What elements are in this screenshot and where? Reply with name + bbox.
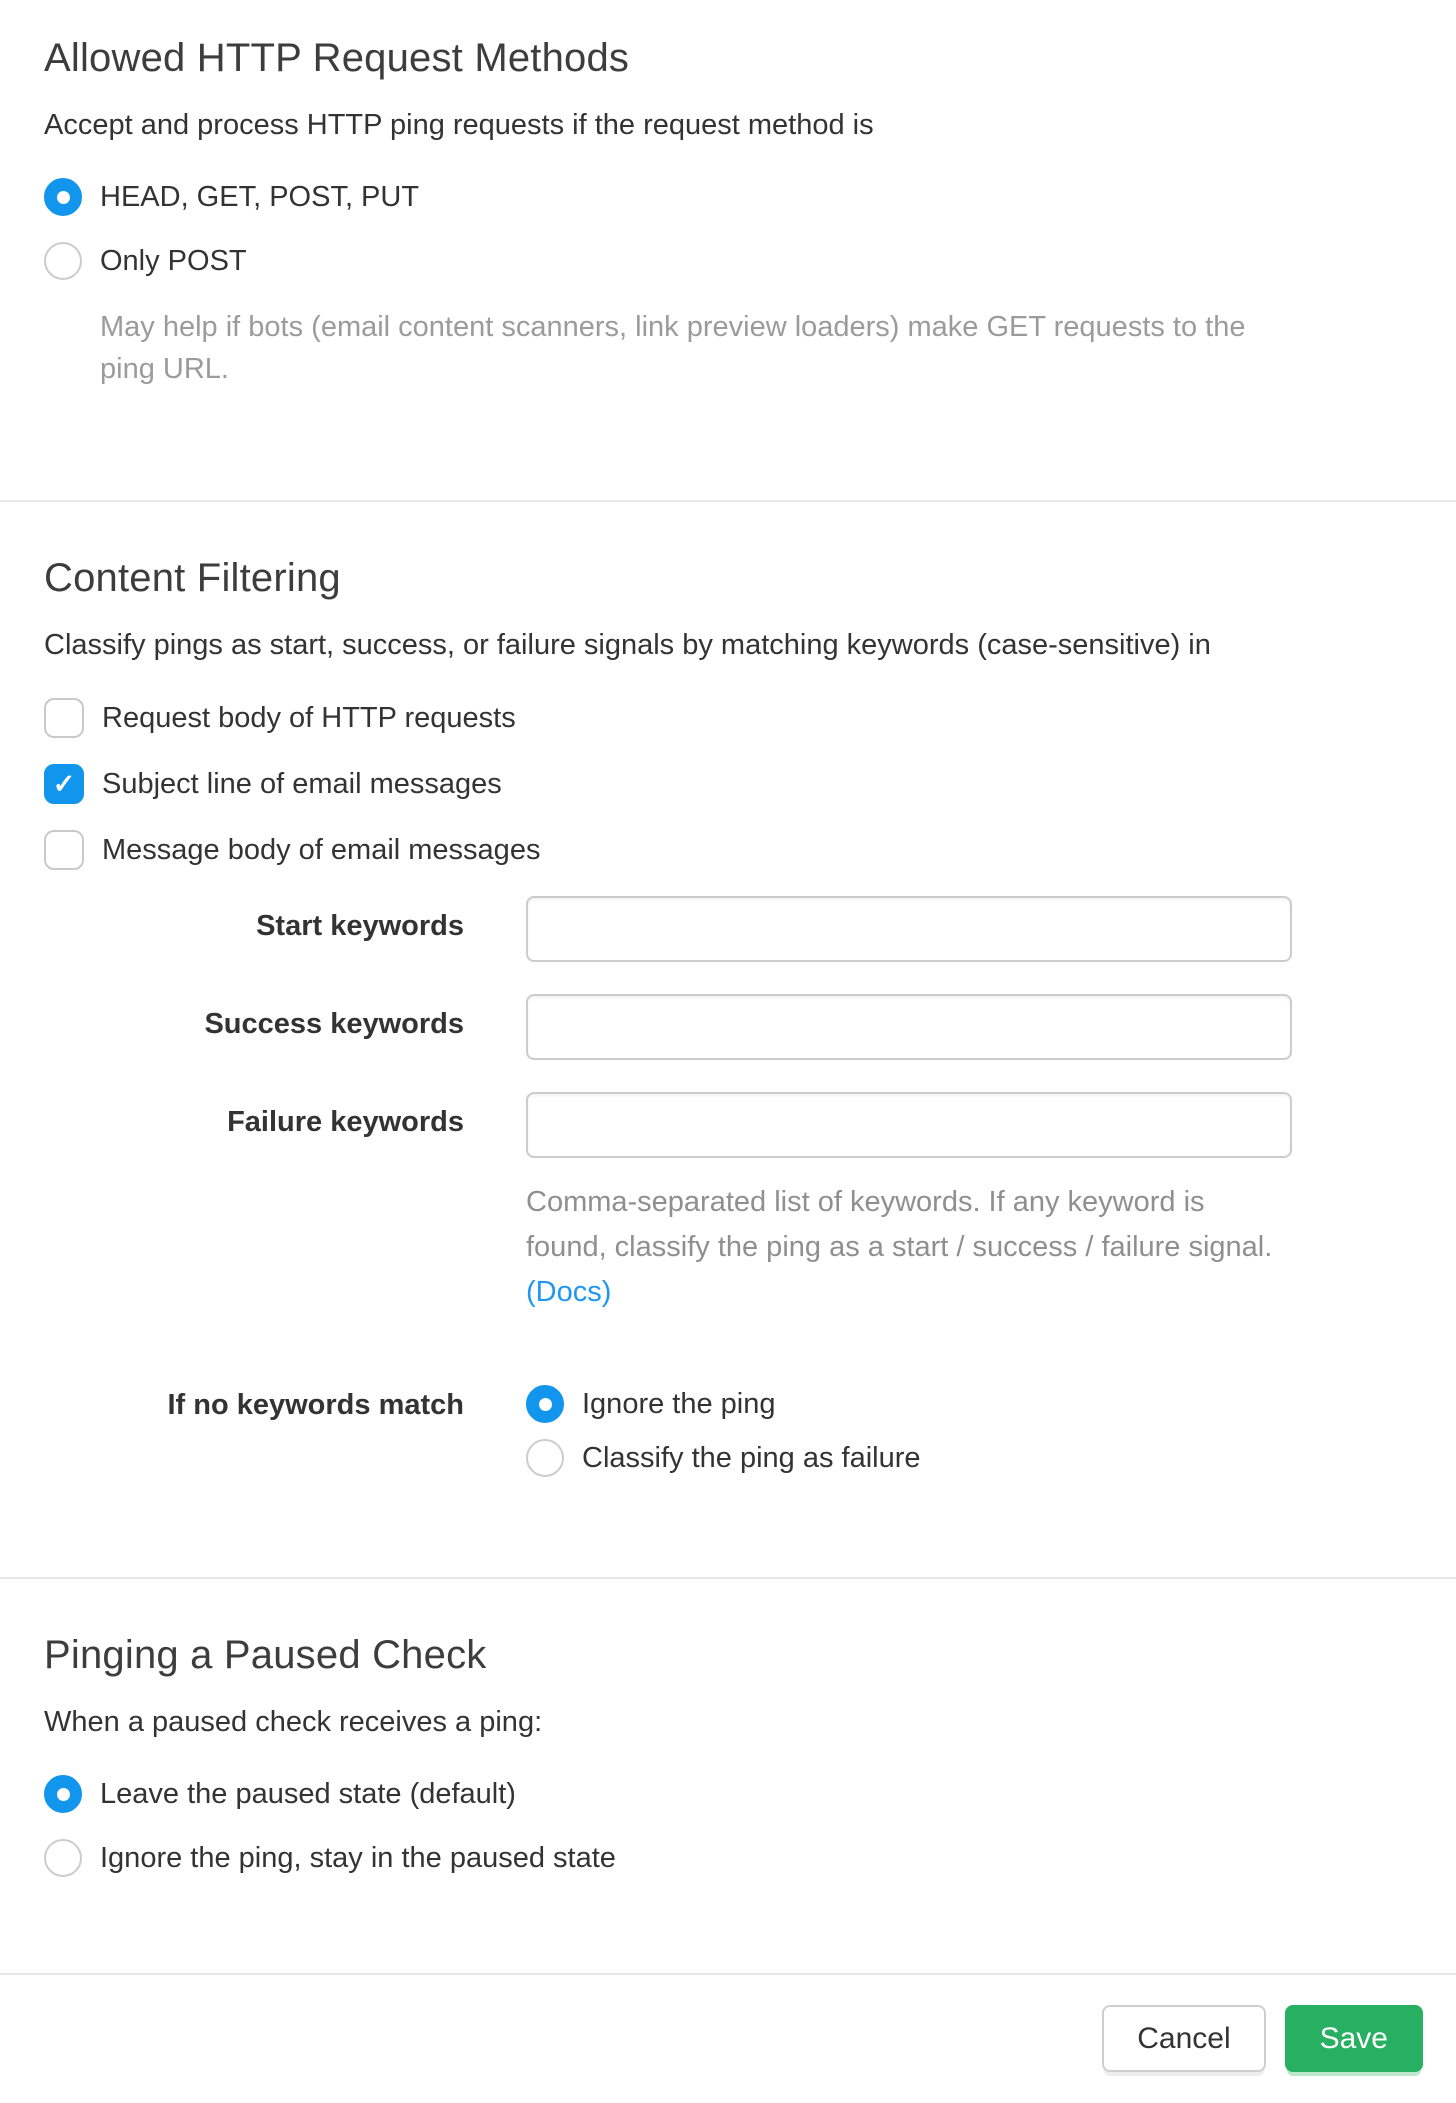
paused-check-description: When a paused check receives a ping: (44, 1706, 543, 1738)
form-control-cell (526, 1158, 1292, 1315)
success-keywords-input[interactable] (526, 994, 1292, 1060)
radio-option-label: HEAD, GET, POST, PUT (100, 180, 420, 213)
checkbox-unchecked-icon[interactable] (44, 698, 84, 738)
failure-keywords-label: Failure keywords (227, 1106, 464, 1138)
section-http-methods (0, 0, 1456, 500)
radio-option-label: Leave the paused state (default) (100, 1777, 516, 1810)
failure-keywords-input[interactable] (526, 1092, 1292, 1158)
start-keywords-input[interactable] (526, 896, 1292, 962)
no-keywords-match-label: If no keywords match (167, 1389, 464, 1421)
docs-link[interactable]: (Docs) (526, 1276, 612, 1308)
checkbox-unchecked-icon[interactable] (44, 830, 84, 870)
checkbox-label: Request body of HTTP requests (102, 701, 516, 734)
checkbox-request-body[interactable] (44, 698, 1412, 738)
start-keywords-label: Start keywords (256, 910, 464, 942)
keywords-help-body: Comma-separated list of keywords. If any keyword is found, classify the ping as a start / success / failure signal. (526, 1186, 1273, 1263)
radio-unselected-icon[interactable] (44, 242, 82, 280)
keywords-help-text (526, 1180, 1292, 1315)
save-button[interactable]: Save (1285, 2005, 1423, 2072)
radio-selected-icon[interactable] (44, 178, 82, 216)
checkbox-subject-line[interactable] (44, 764, 1412, 804)
success-keywords-label: Success keywords (204, 1008, 464, 1040)
section-title-paused-check: Pinging a Paused Check (44, 1633, 487, 1677)
radio-selected-icon[interactable] (44, 1775, 82, 1813)
radio-option-ignore-ping[interactable] (526, 1385, 1292, 1423)
section-title-content-filtering: Content Filtering (44, 556, 341, 600)
cancel-button[interactable]: Cancel (1102, 2005, 1265, 2072)
radio-option-label: Classify the ping as failure (582, 1441, 921, 1474)
form-control-cell (526, 1092, 1292, 1158)
radio-option-label: Only POST (100, 244, 247, 277)
radio-option-classify-failure[interactable] (526, 1439, 1292, 1477)
form-row-success-keywords (44, 994, 1412, 1060)
content-filtering-description: Classify pings as start, success, or failure signals by matching keywords (case-sensitive) in (44, 629, 1211, 661)
form-row-keywords-help (44, 1158, 1412, 1315)
radio-unselected-icon[interactable] (44, 1839, 82, 1877)
radio-option-label: Ignore the ping, stay in the paused state (100, 1841, 616, 1874)
radio-option-only-post[interactable] (44, 242, 1412, 280)
radio-option-leave-paused-state[interactable] (44, 1775, 1412, 1813)
empty-label-cell (44, 1158, 464, 1315)
radio-option-head-get-post-put[interactable] (44, 178, 1412, 216)
form-row-start-keywords (44, 896, 1412, 962)
checkbox-checked-icon[interactable] (44, 764, 84, 804)
footer-actions (0, 1975, 1456, 2103)
form-row-failure-keywords (44, 1092, 1412, 1158)
section-title-http-methods: Allowed HTTP Request Methods (44, 36, 630, 80)
checkbox-label: Message body of email messages (102, 833, 541, 866)
checkbox-message-body[interactable] (44, 830, 1412, 870)
radio-option-label: Ignore the ping (582, 1387, 776, 1420)
form-control-cell (526, 896, 1292, 962)
radio-selected-icon[interactable] (526, 1385, 564, 1423)
form-control-cell (526, 994, 1292, 1060)
radio-unselected-icon[interactable] (526, 1439, 564, 1477)
section-content-filtering (0, 502, 1456, 1577)
form-row-no-keywords-match (44, 1385, 1412, 1477)
http-methods-note: May help if bots (email content scanners, link preview loaders) make GET requests to the ping URL. (100, 311, 1246, 385)
section-paused-check (0, 1579, 1456, 1973)
radio-option-stay-paused-state[interactable] (44, 1839, 1412, 1877)
form-control-cell (526, 1385, 1292, 1477)
http-methods-description: Accept and process HTTP ping requests if the request method is (44, 109, 874, 141)
checkbox-label: Subject line of email messages (102, 767, 502, 800)
